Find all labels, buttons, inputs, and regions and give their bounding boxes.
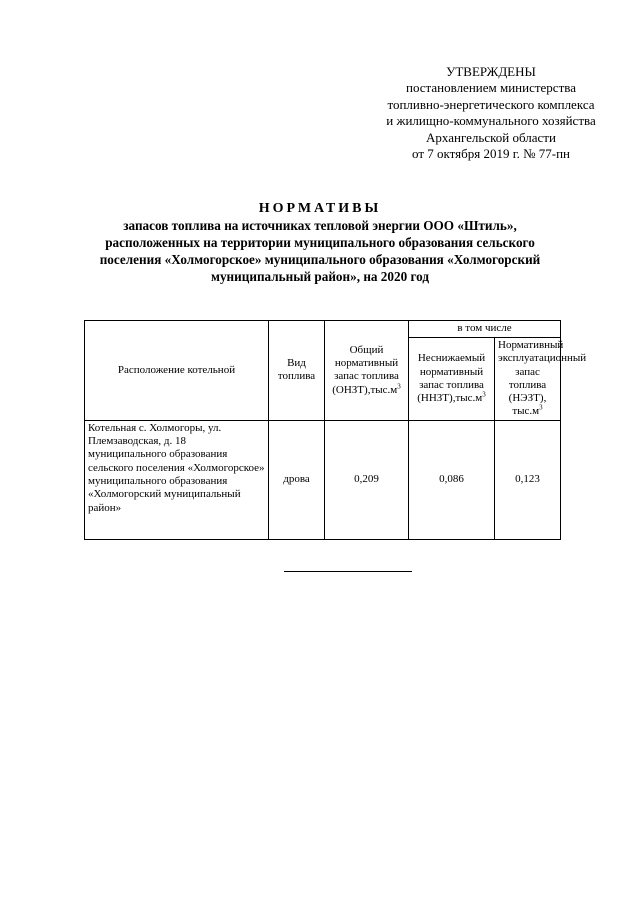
- table-row: [85, 420, 561, 539]
- header-operational-text: Нормативный эксплуатационный запас топлива (НЭЗТ), тыс.м: [498, 339, 587, 418]
- title-line: расположенных на территории муниципального образования сельского: [105, 235, 535, 250]
- header-operational: [495, 338, 587, 421]
- header-irreducible: [409, 338, 495, 421]
- approval-title: УТВЕРЖДЕНЫ: [446, 64, 536, 79]
- document-title: [80, 200, 560, 285]
- header-fuel-type: Вид топлива: [269, 321, 325, 421]
- unit-power: 3: [539, 403, 543, 412]
- approval-date: от 7 октября 2019 г. № 77-пн: [412, 146, 570, 162]
- approval-line: и жилищно-коммунального хозяйства: [386, 113, 596, 129]
- footer-divider: [284, 571, 412, 572]
- title-line: поселения «Холмогорское» муниципального образования «Холмогорский: [99, 252, 541, 267]
- norms-table: [84, 320, 587, 540]
- header-including: в том числе: [409, 321, 561, 338]
- unit-power: 3: [482, 390, 486, 399]
- header-total-text: Общий нормативный запас топлива (ОНЗТ),тыс.м: [332, 343, 399, 396]
- title-heading: НОРМАТИВЫ: [258, 201, 382, 216]
- title-line: запасов топлива на источниках тепловой энергии ООО «Штиль»,: [123, 218, 517, 233]
- table-header-row: [85, 321, 561, 338]
- cell-total: 0,209: [325, 420, 409, 539]
- unit-power: 3: [397, 382, 401, 391]
- cell-fuel-type: дрова: [269, 420, 325, 539]
- cell-irreducible: 0,086: [409, 420, 495, 539]
- approval-line: постановлением министерства: [405, 80, 576, 96]
- header-irreducible-text: Неснижаемый нормативный запас топлива (ННЗТ),тыс.м: [417, 352, 486, 405]
- approval-line: Архангельской области: [426, 129, 556, 145]
- cell-operational: 0,123: [495, 420, 561, 539]
- approval-line: топливно-энергетического комплекса: [387, 96, 595, 112]
- cell-location: Котельная с. Холмогоры, ул. Племзаводская, д. 18 муниципального образования сельского поселения «Холмогорское» муниципального образования «Холмогорский муниципальный район»: [85, 420, 269, 539]
- approval-block: [360, 64, 622, 162]
- title-line: муниципальный район», на 2020 год: [210, 269, 430, 284]
- header-location: Расположение котельной: [85, 321, 269, 421]
- header-total: [325, 321, 409, 421]
